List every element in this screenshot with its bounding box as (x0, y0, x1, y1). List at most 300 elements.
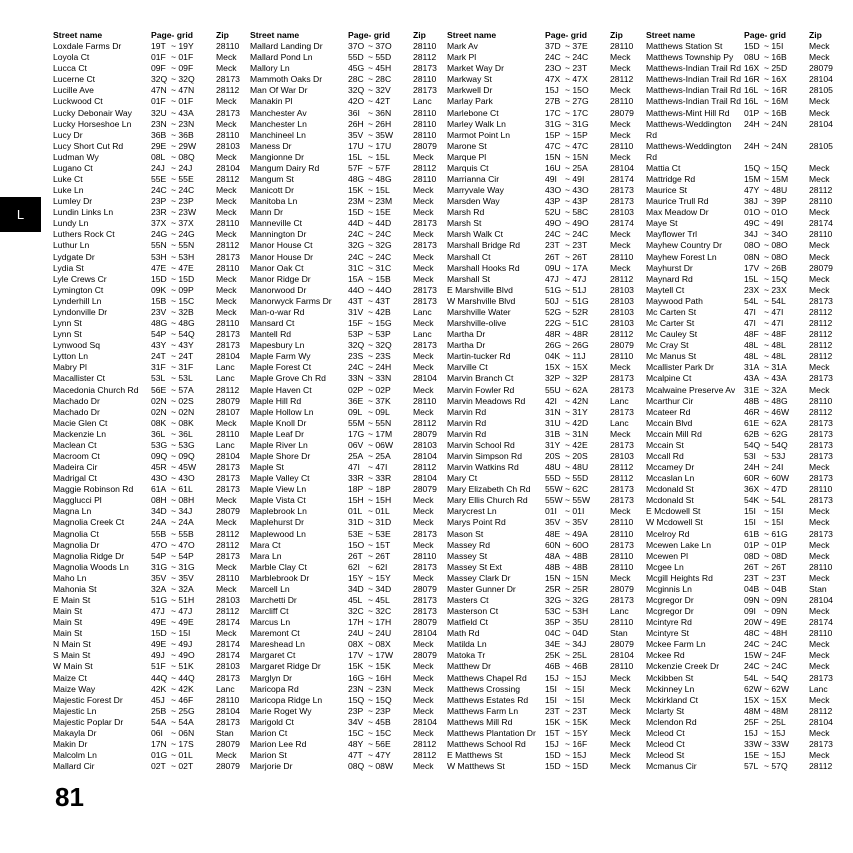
row-grid: ~ 49I (565, 174, 585, 185)
row-zip: Meck (413, 639, 434, 650)
row-zip: 28103 (610, 306, 634, 317)
row-pg: 37D (545, 41, 561, 52)
row-street: Magnolia Ct (53, 528, 99, 539)
row-pg: 36L (151, 428, 166, 439)
row-grid: ~ 25A (565, 162, 588, 173)
row-pg: 31U (545, 417, 561, 428)
row-street: Maple Leaf Dr (250, 428, 304, 439)
row-street: Manor Oak Ct (250, 262, 304, 273)
row-grid: ~ 45B (368, 716, 391, 727)
row-street: Maremont Ct (250, 628, 300, 639)
row-grid: ~ 23N (171, 118, 195, 129)
row-zip: 28079 (216, 761, 240, 772)
row-grid: ~ 48U (565, 462, 589, 473)
row-street: Marsh Walk Ct (447, 229, 504, 240)
row-pg: 20S (545, 450, 561, 461)
row-zip: 28112 (809, 185, 833, 196)
row-street: Marrianna Cir (447, 174, 500, 185)
row-pg: 23T (744, 572, 759, 583)
row-street: Maness Dr (250, 140, 292, 151)
row-zip: Meck (216, 52, 237, 63)
row-pg: 49I (545, 174, 557, 185)
row-zip: Meck (610, 151, 631, 162)
row-zip: 28079 (413, 428, 437, 439)
row-street: Massey St (447, 550, 488, 561)
row-street: Lucky Debonair Way (53, 107, 132, 118)
row-street: Rd (646, 151, 657, 162)
row-pg: 24C (744, 639, 760, 650)
row-zip: Meck (216, 151, 237, 162)
row-grid: ~ 25A (368, 450, 391, 461)
row-grid: ~ 61G (764, 528, 788, 539)
row-grid: ~ 54L (764, 295, 786, 306)
row-pg: 04C (545, 628, 561, 639)
row-street: Mayflower Trl (646, 229, 698, 240)
row-zip: Stan (610, 628, 628, 639)
row-street: Masters Ct (447, 594, 489, 605)
row-grid: ~ 42D (565, 417, 589, 428)
row-zip: Meck (809, 694, 830, 705)
row-grid: ~ 24C (368, 251, 392, 262)
row-pg: 53L (151, 373, 166, 384)
row-grid: ~ 17M (368, 428, 393, 439)
row-pg: 08D (744, 550, 760, 561)
row-pg: 35P (545, 617, 561, 628)
row-grid: ~ 25G (171, 705, 195, 716)
row-pg: 32Q (348, 340, 365, 351)
row-street: Mattridge Rd (646, 174, 696, 185)
row-zip: Meck (413, 251, 434, 262)
row-zip: 28112 (413, 750, 437, 761)
row-grid: ~ 55N (171, 240, 195, 251)
row-grid: ~ 49J (171, 639, 193, 650)
row-grid: ~ 42T (368, 96, 391, 107)
row-pg: 02N (151, 406, 167, 417)
row-street: Mareshead Ln (250, 639, 305, 650)
row-grid: ~ 23S (368, 351, 391, 362)
row-grid: ~ 48H (764, 628, 788, 639)
row-street: Mcintyre St (646, 628, 689, 639)
row-pg: 02P (348, 384, 364, 395)
row-zip: 28173 (216, 550, 240, 561)
row-pg: 34J (744, 229, 758, 240)
row-grid: ~ 35W (368, 129, 394, 140)
row-zip: 28112 (610, 329, 634, 340)
row-zip: 28173 (413, 63, 437, 74)
row-zip: 28173 (413, 284, 437, 295)
row-pg: 15O (348, 539, 365, 550)
row-pg: 48A (545, 550, 561, 561)
row-zip: Meck (413, 384, 434, 395)
row-pg: 62I (348, 561, 360, 572)
row-pg: 46R (744, 406, 760, 417)
row-zip: 28110 (610, 351, 634, 362)
row-pg: 08K (151, 417, 167, 428)
row-zip: 28173 (809, 295, 833, 306)
row-grid: ~ 15N (565, 572, 589, 583)
row-grid: ~ 16B (764, 107, 787, 118)
header-zip: Zip (216, 30, 229, 40)
row-street: Marcell Ln (250, 583, 290, 594)
row-grid: ~ 62C (565, 484, 589, 495)
section-tab (0, 197, 41, 232)
row-grid: ~ 55D (565, 473, 589, 484)
row-grid: ~ 37X (171, 218, 194, 229)
row-grid: ~ 08Q (171, 151, 195, 162)
row-pg: 35V (348, 129, 364, 140)
row-zip: 28173 (413, 606, 437, 617)
row-street: Makayla Dr (53, 727, 97, 738)
page-number: 81 (55, 782, 84, 812)
row-zip: 28079 (809, 63, 833, 74)
row-street: Manor Ridge Dr (250, 273, 311, 284)
header-street: Street name (447, 30, 497, 40)
row-pg: 31G (545, 118, 562, 129)
row-grid: ~ 47I (764, 306, 784, 317)
row-zip: 28079 (610, 340, 634, 351)
row-zip: Meck (610, 727, 631, 738)
row-street: Marvin School Rd (447, 439, 515, 450)
row-pg: 17C (545, 107, 561, 118)
row-pg: 48L (744, 340, 759, 351)
row-street: Manchineel Ln (250, 129, 306, 140)
row-grid: ~ 16X (764, 74, 787, 85)
row-street: Mcalpine Ct (646, 373, 692, 384)
row-pg: 61A (151, 484, 167, 495)
row-pg: 45G (348, 63, 365, 74)
row-grid: ~ 43T (368, 295, 391, 306)
row-street: Mcewen Pl (646, 550, 689, 561)
row-pg: 54Q (744, 439, 761, 450)
row-grid: ~ 17H (368, 617, 392, 628)
row-zip: 28104 (413, 473, 437, 484)
row-pg: 15D (151, 273, 167, 284)
row-pg: 43T (348, 295, 363, 306)
row-street: Machado Dr (53, 406, 100, 417)
row-street: Matoka Tr (447, 650, 486, 661)
row-zip: Meck (413, 683, 434, 694)
row-street: Main St (53, 617, 83, 628)
row-grid: ~ 24H (368, 362, 392, 373)
row-grid: ~ 48G (764, 395, 788, 406)
row-zip: Meck (216, 517, 237, 528)
row-pg: 23O (545, 63, 562, 74)
row-street: Maho Ln (53, 572, 87, 583)
row-zip: 28105 (809, 140, 833, 151)
row-zip: 28110 (610, 140, 634, 151)
row-street: Mallory Ln (250, 63, 290, 74)
row-pg: 08L (151, 151, 166, 162)
row-grid: ~ 24T (171, 351, 194, 362)
row-street: Marmot Point Ln (447, 129, 511, 140)
header-pagegrid: Page- grid (545, 30, 588, 40)
row-street: Marvin Watkins Rd (447, 462, 519, 473)
row-street: Machado Dr (53, 395, 100, 406)
row-pg: 01I (545, 506, 557, 517)
row-grid: ~ 15P (565, 129, 588, 140)
row-street: Mackenzie Ln (53, 428, 107, 439)
row-zip: 28110 (216, 41, 240, 52)
row-zip: 28079 (413, 140, 437, 151)
row-zip: Meck (610, 362, 631, 373)
row-grid: ~ 62G (764, 428, 788, 439)
row-pg: 23R (151, 207, 167, 218)
row-zip: Lanc (413, 96, 432, 107)
row-zip: Lanc (216, 439, 235, 450)
row-grid: ~ 62A (565, 384, 588, 395)
row-grid: ~ 31Y (565, 406, 588, 417)
row-grid: ~ 47I (764, 318, 784, 329)
row-zip: 28173 (809, 417, 833, 428)
row-pg: 15K (348, 185, 364, 196)
row-grid: ~ 47J (171, 606, 193, 617)
row-pg: 55W (545, 495, 563, 506)
row-grid: ~ 01F (171, 96, 194, 107)
row-pg: 27B (545, 96, 561, 107)
row-grid: ~ 09N (764, 606, 788, 617)
row-street: Marchetti Dr (250, 594, 297, 605)
row-pg: 09F (151, 63, 166, 74)
row-pg: 06V (348, 439, 364, 450)
row-grid: ~ 57Q (764, 761, 788, 772)
row-street: Marblebrook Dr (250, 572, 310, 583)
row-street: Lydia St (53, 262, 84, 273)
row-zip: Meck (809, 650, 830, 661)
row-pg: 23T (545, 240, 560, 251)
row-zip: 28173 (216, 251, 240, 262)
row-zip: 28174 (809, 617, 833, 628)
row-street: Matthews-Mint Hill Rd (646, 107, 730, 118)
row-grid: ~ 56E (368, 739, 391, 749)
row-pg: 09N (744, 594, 760, 605)
row-street: Maple Valley Ct (250, 473, 310, 484)
row-pg: 35V (545, 517, 561, 528)
row-grid: ~ 62A (764, 417, 787, 428)
row-zip: 28104 (413, 716, 437, 727)
row-street: Matthews Farm Ln (447, 705, 519, 716)
row-grid: ~ 06N (171, 727, 195, 738)
row-pg: 17G (348, 428, 365, 439)
row-street: Maize Way (53, 683, 96, 694)
row-street: Marone St (447, 140, 487, 151)
row-pg: 53E (348, 528, 364, 539)
row-grid: ~ 09P (171, 284, 194, 295)
row-street: Marquis Ct (447, 162, 489, 173)
row-pg: 47Y (744, 185, 760, 196)
row-pg: 15A (348, 273, 364, 284)
row-street: Marlebone Ct (447, 107, 499, 118)
row-pg: 24A (151, 517, 167, 528)
row-street: Mcmanus Cir (646, 761, 697, 772)
row-grid: ~ 53J (764, 450, 786, 461)
row-street: Macedonia Church Rd (53, 384, 139, 395)
row-street: Matthews Township Py (646, 52, 734, 63)
row-grid: ~ 31C (368, 262, 392, 273)
row-grid: ~ 15L (368, 151, 390, 162)
row-pg: 48L (744, 351, 759, 362)
row-grid: ~ 37O (368, 41, 392, 52)
row-zip: Meck (413, 661, 434, 672)
row-street: Magnolia Creek Ct (53, 517, 125, 528)
row-zip: 28110 (610, 528, 634, 539)
row-street: W Matthews St (447, 761, 505, 772)
row-grid: ~ 09Q (171, 450, 195, 461)
row-zip: 28112 (216, 174, 240, 185)
row-pg: 01G (151, 750, 168, 761)
row-street: Maye St (646, 218, 678, 229)
row-grid: ~ 15I (565, 683, 585, 694)
row-zip: 28112 (809, 761, 833, 772)
row-street: W Marshville Blvd (447, 295, 516, 306)
row-pg: 51F (151, 661, 166, 672)
row-street: Mcintyre Rd (646, 617, 692, 628)
row-street: Maggie Robinson Rd (53, 484, 134, 495)
row-pg: 15J (545, 85, 559, 96)
row-grid: ~ 53E (368, 528, 391, 539)
row-pg: 24T (151, 351, 166, 362)
row-pg: 16L (744, 85, 759, 96)
row-pg: 08O (744, 240, 761, 251)
row-pg: 24H (744, 140, 760, 151)
row-grid: ~ 24C (368, 229, 392, 240)
row-street: Marryvale Way (447, 185, 504, 196)
row-grid: ~ 31N (565, 428, 589, 439)
row-street: Magna Ln (53, 506, 92, 517)
row-grid: ~ 26B (764, 262, 787, 273)
row-pg: 55U (545, 384, 561, 395)
row-zip: Meck (809, 727, 830, 738)
row-zip: 28079 (216, 506, 240, 517)
row-zip: 28173 (809, 495, 833, 506)
row-pg: 54P (151, 550, 167, 561)
row-pg: 43A (744, 373, 760, 384)
row-grid: ~ 43A (764, 373, 787, 384)
row-grid: ~ 15I (764, 41, 784, 52)
row-grid: ~ 16F (565, 739, 588, 749)
row-pg: 23P (151, 196, 167, 207)
row-zip: 28104 (809, 716, 833, 727)
row-street: Maple View Ln (250, 484, 307, 495)
row-grid: ~ 15N (565, 151, 589, 162)
row-street: Matthews Estates Rd (447, 694, 529, 705)
row-zip: Meck (413, 207, 434, 218)
row-pg: 23P (348, 705, 364, 716)
row-pg: 51G (151, 594, 168, 605)
row-zip: 28110 (610, 561, 634, 572)
row-zip: 28173 (610, 196, 634, 207)
row-pg: 15D (744, 41, 760, 52)
row-street: Maurice Trull Rd (646, 196, 709, 207)
row-street: Mccamey Dr (646, 462, 695, 473)
row-street: Lucy Dr (53, 129, 83, 140)
row-pg: 24H (744, 118, 760, 129)
row-street: Massey St Ext (447, 561, 502, 572)
row-grid: ~ 32V (368, 85, 391, 96)
row-zip: Meck (610, 672, 631, 683)
row-street: Mabry Pl (53, 362, 87, 373)
row-grid: ~ 51G (565, 295, 589, 306)
row-street: Marie Roget Wy (250, 705, 312, 716)
row-street: Manchester Ln (250, 118, 307, 129)
row-zip: Meck (413, 196, 434, 207)
row-pg: 09L (348, 406, 363, 417)
row-pg: 18P (348, 484, 364, 495)
row-zip: 28110 (610, 550, 634, 561)
row-grid: ~ 23N (368, 683, 392, 694)
row-grid: ~ 04B (764, 583, 787, 594)
row-pg: 31F (151, 362, 166, 373)
row-zip: Meck (610, 572, 631, 583)
row-grid: ~ 17C (565, 107, 589, 118)
row-zip: Meck (413, 572, 434, 583)
row-grid: ~ 42K (171, 683, 194, 694)
row-grid: ~ 54L (764, 495, 786, 506)
row-grid: ~ 57A (171, 384, 194, 395)
row-grid: ~ 15L (368, 185, 390, 196)
row-grid: ~ 52R (565, 306, 589, 317)
row-zip: Meck (216, 196, 237, 207)
row-pg: 15P (545, 129, 561, 140)
row-zip: 28173 (413, 561, 437, 572)
row-grid: ~ 15K (565, 716, 588, 727)
row-grid: ~ 51C (565, 318, 589, 329)
row-street: Mcgill Heights Rd (646, 572, 713, 583)
row-street: Matthew Dr (447, 661, 491, 672)
row-zip: Meck (413, 406, 434, 417)
row-pg: 31C (348, 262, 364, 273)
row-street: S Main St (53, 650, 91, 661)
row-street: Marsden Way (447, 196, 500, 207)
row-street: Mclendon Rd (646, 716, 697, 727)
row-street: Market Way Dr (447, 63, 504, 74)
row-grid: ~ 02P (368, 384, 391, 395)
row-zip: Meck (809, 251, 830, 262)
row-pg: 22G (545, 318, 562, 329)
row-zip: 28110 (809, 561, 833, 572)
row-zip: 28112 (809, 351, 833, 362)
row-zip: 28112 (413, 462, 437, 473)
row-grid: ~ 48B (565, 550, 588, 561)
row-street: Main St (53, 606, 83, 617)
row-grid: ~ 26G (565, 340, 589, 351)
row-pg: 01F (151, 52, 166, 63)
row-grid: ~ 47X (565, 74, 588, 85)
row-grid: ~ 15B (368, 273, 391, 284)
row-street: Macie Glen Ct (53, 417, 108, 428)
row-zip: 28104 (216, 162, 240, 173)
row-street: Matthews-Indian Trail Rd (646, 74, 742, 85)
row-pg: 29E (151, 140, 167, 151)
row-zip: 28110 (413, 107, 437, 118)
row-street: Mc Cray St (646, 340, 689, 351)
row-pg: 16U (545, 162, 561, 173)
header-street: Street name (646, 30, 696, 40)
row-pg: 48B (545, 561, 561, 572)
row-street: Maclean Ct (53, 439, 97, 450)
row-street: Marjorie Dr (250, 761, 293, 772)
row-zip: Meck (809, 207, 830, 218)
row-pg: 15D (151, 628, 167, 639)
row-grid: ~ 31D (368, 517, 392, 528)
row-grid: ~ 24C (171, 185, 195, 196)
row-grid: ~ 55N (368, 417, 392, 428)
row-pg: 47X (545, 74, 561, 85)
row-grid: ~ 43Y (171, 340, 194, 351)
row-pg: 48G (151, 318, 168, 329)
row-street: Luckwood Ct (53, 96, 103, 107)
row-zip: Meck (216, 284, 237, 295)
row-street: Lucy Short Cut Rd (53, 140, 124, 151)
